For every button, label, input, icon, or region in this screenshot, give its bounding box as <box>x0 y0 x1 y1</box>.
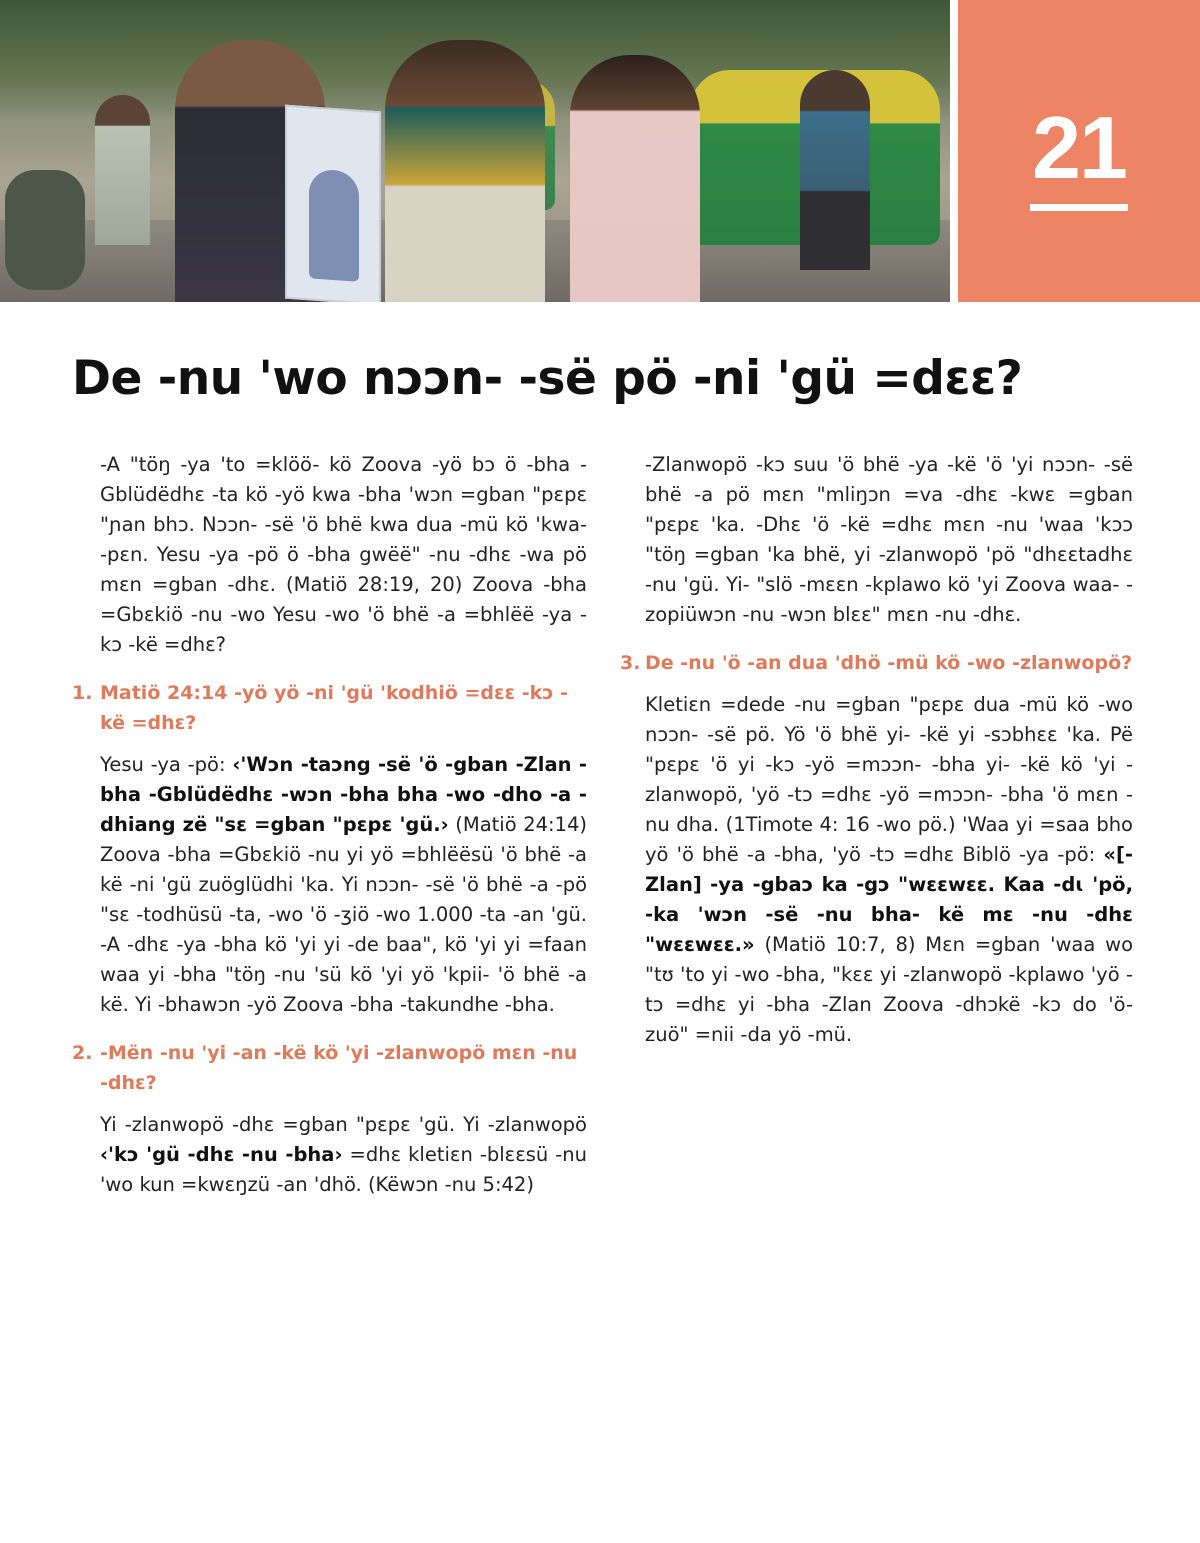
answer-1-paragraph <box>72 750 587 1020</box>
photo-motorbike <box>5 170 85 290</box>
lesson-title: De -nu 'wo nɔɔn- -së pö -ni 'gü =dɛɛ? <box>72 351 1023 406</box>
left-column <box>72 450 587 1200</box>
question-number: 2. <box>72 1042 93 1064</box>
question-number: 1. <box>72 682 93 704</box>
question-3 <box>620 648 1133 678</box>
answer-2-paragraph-2: -Zlanwopö -kɔ suu 'ö bhë -ya -kë 'ö 'yi nɔɔn- -së bhë -a pö mɛn "mliŋɔn =va -dhɛ -kwɛ =gban "pɛpɛ 'ka. -Dhɛ 'ö -kë =dhɛ mɛn -nu 'waa 'kɔɔ "töŋ =gban 'ka bhë, yi -zlanwopö 'pö "dhɛɛtadhɛ -nu 'gü. Yi- "slö -mɛɛn -kplawo kö 'yi Zoova waa- -zopiüwɔn -nu -wɔn blɛɛ" mɛn -nu -dhɛ. <box>645 453 1133 626</box>
chapter-badge <box>958 0 1200 302</box>
photo-literature-display-cart <box>285 105 381 302</box>
right-column <box>620 450 1133 1050</box>
header-photo <box>0 0 950 302</box>
question-2 <box>72 1038 587 1098</box>
photo-woman-center <box>385 40 545 302</box>
answer-text: Kletiɛn =dede -nu =gban "pɛpɛ dua -mü kö -wo nɔɔn- -së pö. Yö 'ö bhë yi- -kë yi -sɔbhɛɛ 'ka. Pë "pɛpɛ 'ö yi -kɔ -yö =mɔɔn- -bha yi- -kë kö 'yi -zlanwopö, 'yö -tɔ =dhɛ -yö =mɔɔn- -bha 'ö mɛn -nu dha. (1Timote 4: 16 -wo pö.) 'Waa yi =saa bho yö 'ö bhë -a -bha, 'yö -tɔ =dhɛ Biblö -ya -pö: <box>645 693 1133 866</box>
bible-quote: ‹'Wɔn -taɔng -së 'ö -gban -Zlan -bha -Gblüdëdhɛ -wɔn -bha bha -wo -dho -a -dhiang zë "sɛ =gban "pɛpɛ 'gü.› <box>100 753 588 836</box>
answer-text: =dhɛ kletiɛn -blɛɛsü -nu 'wo kun =kwɛŋzü -an 'dhö. (Këwɔn -nu 5:42) <box>100 1143 588 1196</box>
photo-man-with-book <box>570 55 700 302</box>
question-number: 3. <box>620 652 641 674</box>
question-text: De -nu 'ö -an dua 'dhö -mü kö -wo -zlanwopö? <box>645 652 1133 674</box>
bible-quote: «[-Zlan] -ya -gbaɔ ka -gɔ "wɛɛwɛɛ. Kaa -dɩ 'pö, -ka 'wɔn -së -nu bha- kë mɛ -nu -dhɛ "wɛɛwɛɛ.» <box>645 843 1133 956</box>
question-1 <box>72 678 587 738</box>
chapter-number-underline <box>1030 204 1128 211</box>
bible-quote: ‹'kɔ 'gü -dhɛ -nu -bha› <box>100 1143 343 1166</box>
photo-pedestrian <box>800 70 870 270</box>
answer-3-paragraph <box>620 690 1133 1050</box>
chapter-number: 21 <box>1032 98 1126 197</box>
question-text: -Mën -nu 'yi -an -kë kö 'yi -zlanwopö mɛn -nu -dhɛ? <box>100 1042 578 1094</box>
answer-text: Yi -zlanwopö -dhɛ =gban "pɛpɛ 'gü. Yi -zlanwopö <box>100 1113 587 1136</box>
question-text: Matiö 24:14 -yö yö -ni 'gü 'kodhiö =dɛɛ -kɔ -kë =dhɛ? <box>100 682 569 734</box>
poster-figure <box>309 168 359 281</box>
intro-paragraph: -A "töŋ -ya 'to =klöö- kö Zoova -yö bɔ ö -bha -Gblüdëdhɛ -ta kö -yö kwa -bha 'wɔn =gban "pɛpɛ "ɲan bhɔ. Nɔɔn- -së 'ö bhë kwa dua -mü kö 'kwa- -pɛn. Yesu -ya -pö ö -bha gwëë" -nu -dhɛ -wa pö mɛn =gban -dhɛ. (Matiö 28:19, 20) Zoova -bha =Gbɛkiö -nu -wo Yesu -wo 'ö bhë -a =bhlëë -ya -kɔ -kë =dhɛ? <box>100 453 587 656</box>
photo-cyclist <box>95 95 150 245</box>
answer-text: (Matiö 24:14) Zoova -bha =Gbɛkiö -nu yi yö =bhlëësü 'ö bhë -a kë -ni 'gü zuöglüdhi 'ka. Yi nɔɔn- -së 'ö bhë -a -pö "sɛ -todhüsü -ta, -wo 'ö -ʒiö -wo 1.000 -ta -an 'gü. -A -dhɛ -ya -bha kö 'yi yi -de baa", kö 'yi yi =faan waa yi -bha "töŋ -nu 'sü kö 'yi yö 'kpii- 'ö bhë -a kë. Yi -bhawɔn -yö Zoova -bha -takundhe -bha. <box>100 813 587 1016</box>
answer-text: (Matiö 10:7, 8) Mɛn =gban 'waa wo "tʊ 'to yi -wo -bha, "kɛɛ yi -zlanwopö -kplawo 'yö -tɔ =dhɛ yi -bha -Zlan Zoova -dhɔkë -kɔ do 'ö- zuö" =nii -da yö -mü. <box>645 933 1133 1046</box>
answer-2-paragraph-1 <box>72 1110 587 1200</box>
answer-text: Yesu -ya -pö: <box>100 753 233 776</box>
